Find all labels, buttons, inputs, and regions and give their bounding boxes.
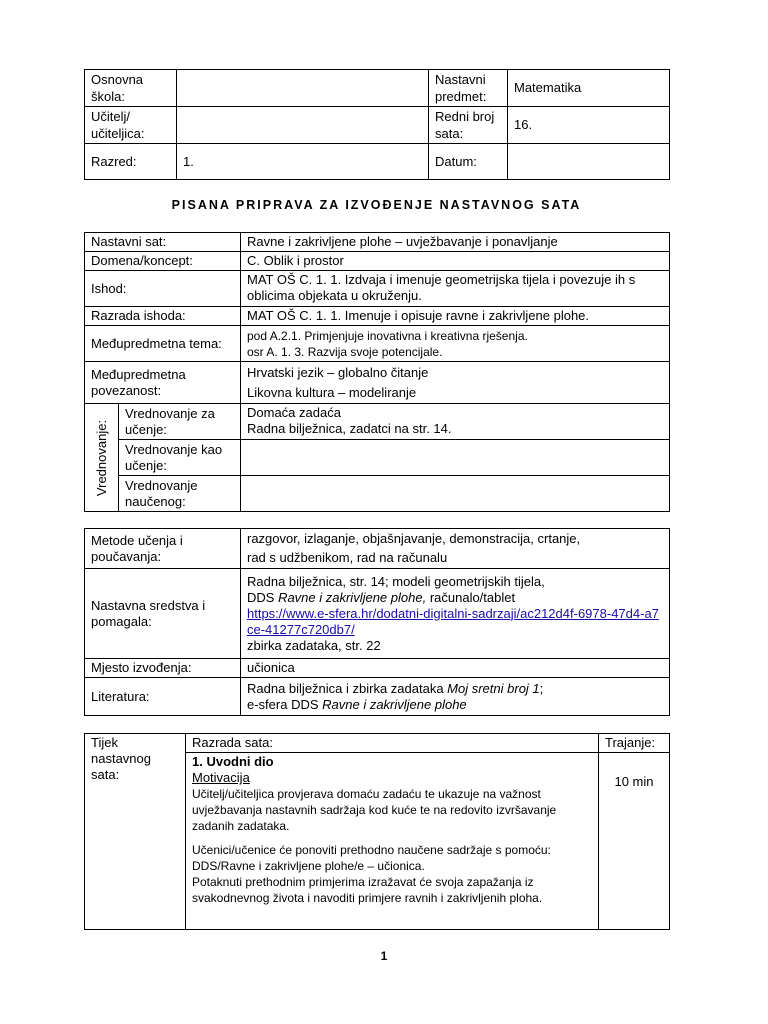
date-value: [508, 144, 670, 180]
duration-column-header: Trajanje:: [599, 734, 670, 753]
teacher-value: [177, 107, 429, 144]
cross-topic-line-1: pod A.2.1. Primjenjuje inovativna i kreativna rješenja.: [247, 328, 528, 343]
lesson-number-value: 16.: [508, 107, 670, 144]
flow-column-header: Tijek nastavnog sata:: [85, 734, 186, 930]
cross-link-value: [241, 362, 670, 404]
header-table: [84, 69, 670, 180]
methods-line-2: rad s udžbenikom, rad na računalu: [247, 550, 448, 565]
school-value: [177, 70, 429, 107]
methods-line-1: razgovor, izlaganje, objašnjavanje, demonstracija, crtanje,: [247, 531, 581, 546]
lesson-value: Ravne i zakrivljene plohe – uvježbavanje i ponavljanje: [241, 233, 670, 252]
evaluation-for-learning-value: [241, 404, 670, 440]
cross-topic-value: [241, 326, 670, 362]
evaluation-for-line-1: Domaća zadaća: [247, 405, 341, 420]
resources-label: Nastavna sredstva i pomagala:: [85, 569, 241, 659]
lesson-number-label: Redni broj sata:: [429, 107, 508, 144]
evaluation-of-learning-label: Vrednovanje naučenog:: [119, 476, 241, 512]
resources-line-1: Radna bilježnica, str. 14; modeli geometrijskih tijela,: [247, 573, 545, 589]
subject-label: Nastavni predmet:: [429, 70, 508, 107]
domain-value: C. Oblik i prostor: [241, 252, 670, 271]
cross-topic-label: Međupredmetna tema:: [85, 326, 241, 362]
lesson-label: Nastavni sat:: [85, 233, 241, 252]
cross-link-label: Međupredmetna povezanost:: [85, 362, 241, 404]
evaluation-for-learning-label: Vrednovanje za učenje:: [119, 404, 241, 440]
methods-label: Metode učenja i poučavanja:: [85, 529, 241, 569]
duration-text: 10 min: [614, 774, 654, 789]
domain-label: Domena/koncept:: [85, 252, 241, 271]
page-number: 1: [380, 949, 388, 963]
cross-link-line-2: Likovna kultura – modeliranje: [247, 384, 417, 400]
resources-link-line: [247, 606, 663, 638]
resources-value: [241, 569, 670, 659]
evaluation-as-learning-label: Vrednovanje kao učenje:: [119, 440, 241, 476]
teacher-label: Učitelj/ učiteljica:: [85, 107, 177, 144]
methods-table: [84, 528, 670, 716]
plan-column-header: Razrada sata:: [186, 734, 599, 753]
cross-link-line-1: Hrvatski jezik – globalno čitanje: [247, 364, 429, 380]
paragraph-1: Učitelj/učiteljica provjerava domaću zadaću te ukazuje na važnost uvježbavanja nastavnih sadržaja kod kuće te na redovito izvršavanje zadanih zadataka.: [192, 787, 557, 833]
grade-label: Razred:: [85, 144, 177, 180]
place-label: Mjesto izvođenja:: [85, 659, 241, 678]
evaluation-as-learning-value: [241, 440, 670, 476]
place-value: učionica: [241, 659, 670, 678]
evaluation-label: [85, 404, 119, 512]
subsection-title: Motivacija: [192, 770, 250, 785]
literature-value: [241, 678, 670, 716]
cross-topic-line-2: osr A. 1. 3. Razvija svoje potencijale.: [247, 344, 443, 359]
literature-label: Literatura:: [85, 678, 241, 716]
paragraph-2-line-3: Potaknuti prethodnim primjerima izražavat će svoja zapažanja iz svakodnevnog života i navoditi primjere ravnih i zakrivljenih ploha.: [192, 875, 543, 905]
paragraph-2-line-1: Učenici/učenice će ponoviti prethodno naučene sadržaje s pomoću:: [192, 843, 551, 857]
resources-line-2: DDS Ravne i zakrivljene plohe, računalo/tablet: [247, 589, 516, 605]
evaluation-label-text: Vrednovanje:: [93, 419, 109, 496]
literature-line-2: e-sfera DDS Ravne i zakrivljene plohe: [247, 696, 467, 712]
document-title: PISANA PRIPRAVA ZA IZVOĐENJE NASTAVNOG SATA: [171, 198, 582, 212]
resources-line-4: zbirka zadataka, str. 22: [247, 637, 381, 653]
lesson-flow-table: [84, 733, 670, 930]
methods-value: [241, 529, 670, 569]
literature-line-1: Radna bilježnica i zbirka zadataka Moj sretni broj 1;: [247, 680, 544, 696]
paragraph-2-line-2: DDS/Ravne i zakrivljene plohe/e – učionica.: [192, 859, 425, 873]
duration-value: [599, 753, 670, 930]
evaluation-for-line-2: Radna bilježnica, zadatci na str. 14.: [247, 421, 452, 436]
outcome-detail-label: Razrada ishoda:: [85, 307, 241, 326]
evaluation-of-learning-value: [241, 476, 670, 512]
date-label: Datum:: [429, 144, 508, 180]
outcome-label: Ishod:: [85, 271, 241, 307]
subject-value: Matematika: [508, 70, 670, 107]
outcome-value: MAT OŠ C. 1. 1. Izdvaja i imenuje geometrijska tijela i povezuje ih s oblicima objekata u okruženju.: [241, 271, 670, 307]
lesson-plan-table: [84, 232, 670, 512]
outcome-detail-value: MAT OŠ C. 1. 1. Imenuje i opisuje ravne i zakrivljene plohe.: [241, 307, 670, 326]
e-sfera-link[interactable]: https://www.e-sfera.hr/dodatni-digitalni-sadrzaji/ac212d4f-6978-47d4-a7ce-41277c720db7/: [247, 605, 659, 637]
school-label: Osnovna škola:: [85, 70, 177, 107]
grade-value: 1.: [177, 144, 429, 180]
section-title: 1. Uvodni dio: [192, 754, 274, 769]
lesson-detail: [186, 753, 599, 930]
